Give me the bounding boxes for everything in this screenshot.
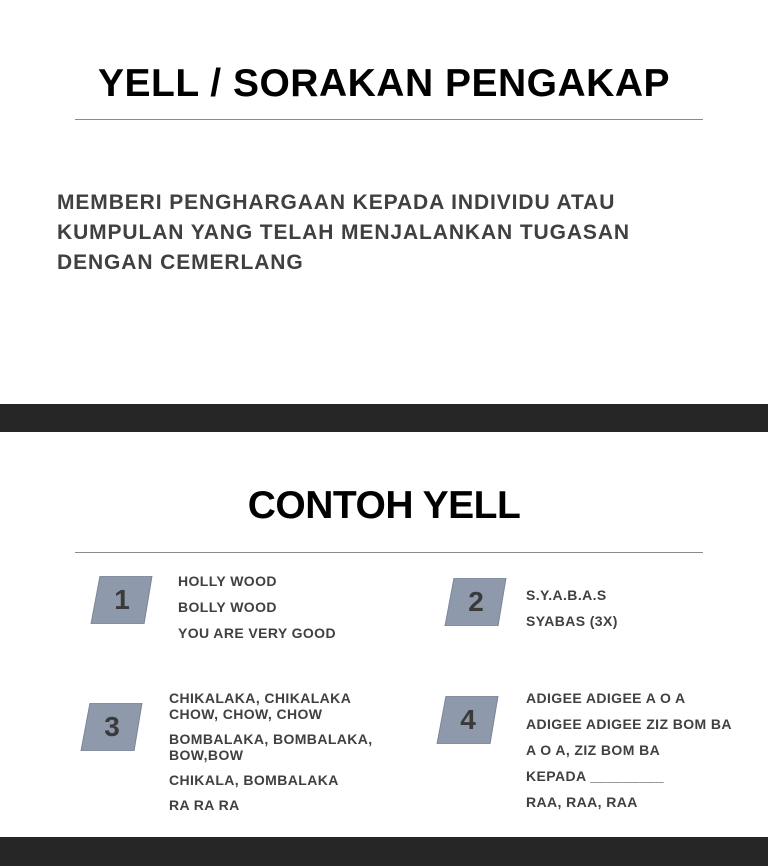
slide-separator-band — [0, 837, 768, 866]
slide-1-title: YELL / SORAKAN PENGAKAP — [97, 62, 670, 105]
yell-line: HOLLY WOOD — [178, 573, 277, 589]
yell-line: ADIGEE ADIGEE A O A — [526, 690, 686, 706]
title-divider — [75, 552, 703, 553]
yell-3-number-badge — [80, 703, 144, 751]
yell-line: RA RA RA — [169, 797, 240, 813]
yell-line: ADIGEE ADIGEE ZIZ BOM BA — [526, 716, 732, 732]
yell-number: 1 — [114, 584, 130, 615]
title-divider — [75, 119, 703, 120]
body-line: DENGAN CEMERLANG — [57, 251, 304, 274]
body-line: MEMBERI PENGHARGAAN KEPADA INDIVIDU ATAU — [57, 191, 616, 214]
yell-4-number-badge — [436, 696, 500, 744]
yell-number: 4 — [460, 704, 476, 735]
body-line: KUMPULAN YANG TELAH MENJALANKAN TUGASAN — [57, 221, 630, 244]
yell-number: 2 — [468, 586, 484, 617]
slide-2-title: CONTOH YELL — [247, 484, 521, 527]
yell-number: 3 — [104, 711, 120, 742]
yell-line: SYABAS (3X) — [526, 613, 618, 629]
yell-2-number-badge — [444, 578, 508, 626]
yell-line: BOLLY WOOD — [178, 599, 277, 615]
slide-1 — [0, 0, 768, 404]
slide-1-body — [57, 188, 747, 278]
yell-line: CHOW, CHOW, CHOW — [169, 706, 323, 722]
yell-line: CHIKALAKA, CHIKALAKA — [169, 690, 352, 706]
yell-line: CHIKALA, BOMBALAKA — [169, 772, 339, 788]
yell-line: KEPADA _________ — [526, 768, 664, 784]
yell-line: YOU ARE VERY GOOD — [178, 625, 336, 641]
yell-1-number-badge — [90, 576, 154, 624]
yell-line: BOMBALAKA, BOMBALAKA, — [169, 731, 373, 747]
slide-2 — [0, 432, 768, 837]
yell-line: A O A, ZIZ BOM BA — [526, 742, 661, 758]
slide-separator-band — [0, 404, 768, 432]
yell-line: BOW,BOW — [169, 747, 244, 763]
yell-line: S.Y.A.B.A.S — [526, 587, 607, 603]
yell-line: RAA, RAA, RAA — [526, 794, 638, 810]
